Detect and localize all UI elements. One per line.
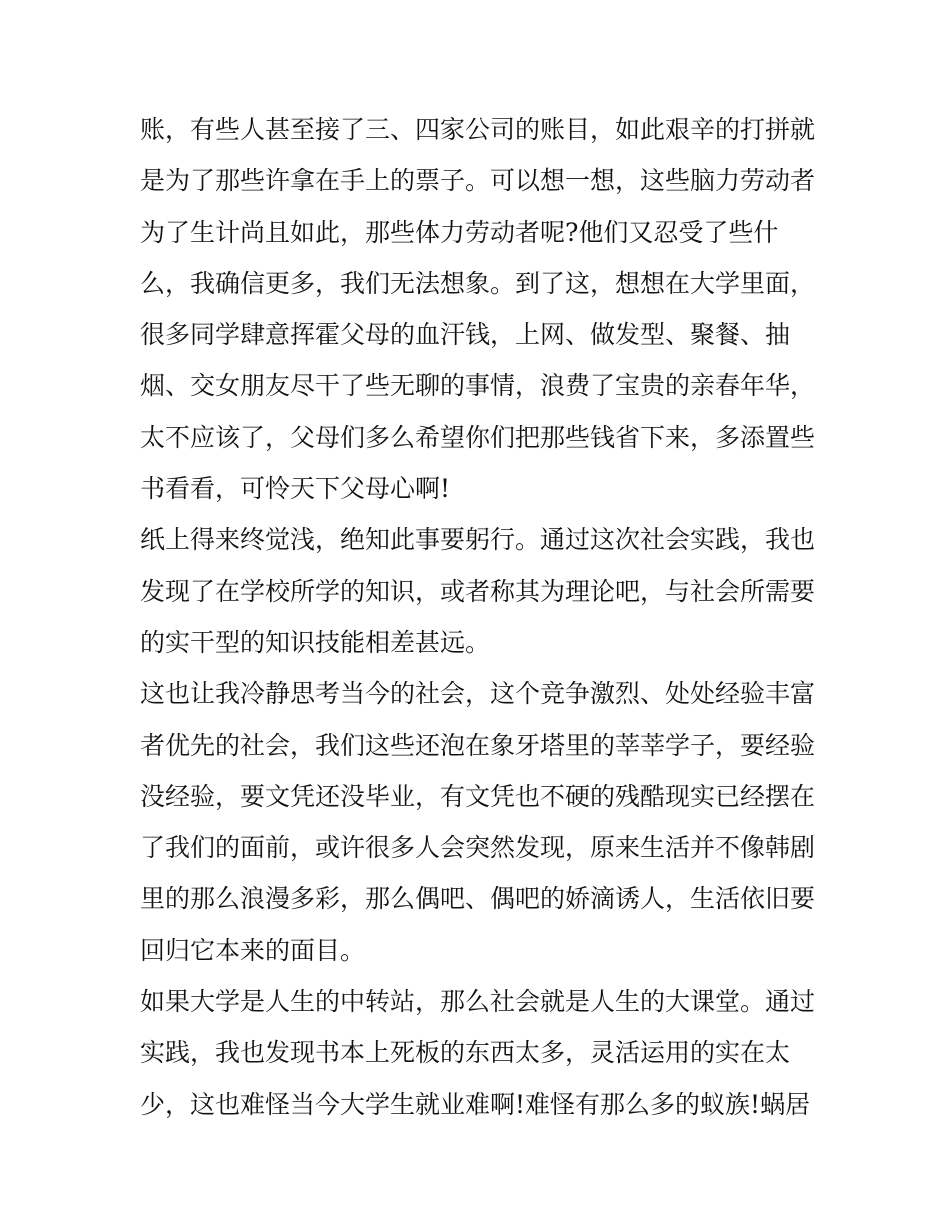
text-line: 纸上得来终觉浅，绝知此事要躬行。通过这次社会实践，我也 <box>140 525 816 555</box>
text-line: 发现了在学校所学的知识，或者称其为理论吧，与社会所需要 <box>140 576 816 606</box>
document-body <box>140 104 820 1130</box>
text-line: 少，这也难怪当今大学生就业难啊!难怪有那么多的蚁族!蜗居 <box>140 1089 811 1119</box>
text-line: 烟、交女朋友尽干了些无聊的事情，浪费了宝贵的亲春年华， <box>140 371 816 401</box>
text-line: 书看看，可怜天下父母心啊! <box>140 474 451 504</box>
text-line: 太不应该了，父母们多么希望你们把那些钱省下来，多添置些 <box>140 422 816 452</box>
text-line: 实践，我也发现书本上死板的东西太多，灵活运用的实在太 <box>140 1038 791 1068</box>
text-line: 里的那么浪漫多彩，那么偶吧、偶吧的娇滴诱人，生活依旧要 <box>140 884 816 914</box>
text-line: 这也让我冷静思考当今的社会，这个竞争激烈、处处经验丰富 <box>140 679 816 709</box>
text-line: 是为了那些许拿在手上的票子。可以想一想，这些脑力劳动者 <box>140 166 816 196</box>
text-line: 者优先的社会，我们这些还泡在象牙塔里的莘莘学子，要经验 <box>140 730 816 760</box>
text-line: 的实干型的知识技能相差甚远。 <box>140 627 491 657</box>
text-line: 账，有些人甚至接了三、四家公司的账目，如此艰辛的打拼就 <box>140 115 816 144</box>
text-line: 为了生计尚且如此，那些体力劳动者呢?他们又忍受了些什 <box>140 217 779 247</box>
text-line: 么，我确信更多，我们无法想象。到了这，想想在大学里面， <box>140 268 816 298</box>
text-line: 没经验，要文凭还没毕业，有文凭也不硬的残酷现实已经摆在 <box>140 781 816 811</box>
text-line: 很多同学肆意挥霍父母的血汗钱，上网、做发型、聚餐、抽 <box>140 320 791 350</box>
text-line: 回归它本来的面目。 <box>140 935 366 965</box>
text-line: 了我们的面前，或许很多人会突然发现，原来生活并不像韩剧 <box>140 833 816 863</box>
text-line: 如果大学是人生的中转站，那么社会就是人生的大课堂。通过 <box>140 987 816 1017</box>
